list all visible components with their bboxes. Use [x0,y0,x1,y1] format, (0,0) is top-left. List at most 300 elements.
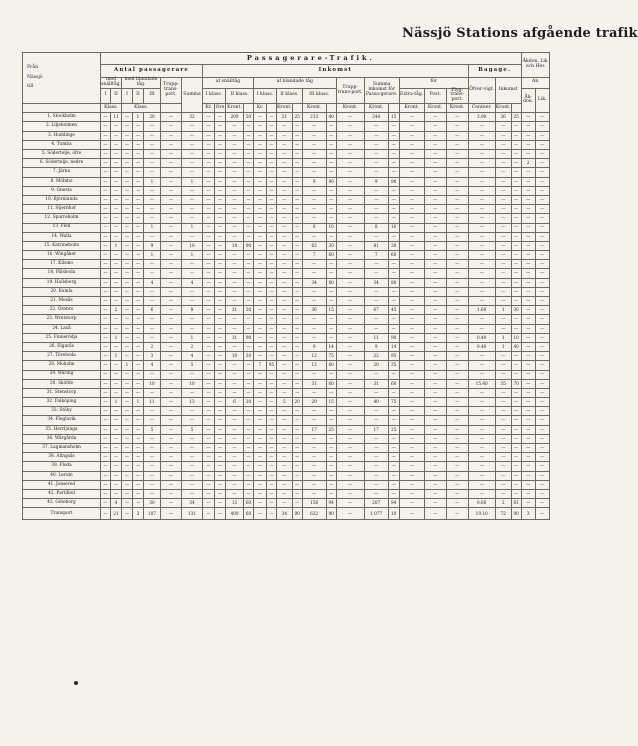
cell-fl: — [446,260,468,269]
cell-si: — [364,444,388,453]
cell-aIIo: — [244,150,254,159]
cell-fl: — [446,434,468,443]
cell-b2: — [133,499,144,508]
cell-aI: — [203,407,215,416]
cell-fl: — [446,352,468,361]
cell-ov: — [468,205,495,214]
table-row [23,379,550,388]
cell-et: — [399,251,424,260]
cell-bIII: — [302,260,326,269]
cell-aIo: — [215,278,226,287]
cell-b1: — [122,324,133,333]
cell-si: — [364,186,388,195]
cell-si: 34 [364,278,388,287]
cell-bII: — [277,462,293,471]
cell-bIo: — [267,398,277,407]
cell-s1: — [101,186,111,195]
cell-aII: — [226,214,244,223]
cell-s2: — [111,214,122,223]
station-name: 25. Finnerödja [23,333,101,342]
cell-bio: 25 [511,113,521,122]
cell-aI: — [203,453,215,462]
cell-aII: 209 [226,113,244,122]
cell-fl: — [446,278,468,287]
cell-bIIIo: — [326,122,336,131]
cell-fl: — [446,471,468,480]
cell-aII: — [226,232,244,241]
cell-b3: — [144,260,161,269]
cell-bIII: 31 [302,379,326,388]
cell-s1: — [101,315,111,324]
cell-sum: 34 [182,499,203,508]
station-name: 10. Björnlunda [23,195,101,204]
cell-sum: — [182,131,203,140]
cell-tr: — [161,241,182,250]
cell-b2: — [133,370,144,379]
cell-tt: — [336,241,364,250]
cell-bIIIo: 15 [326,398,336,407]
cell-bIo: — [267,223,277,232]
cell-b2: — [133,214,144,223]
cell-bio: — [511,269,521,278]
cell-bI: — [254,306,267,315]
cell-s1: — [101,214,111,223]
cell-ak: — [521,214,535,223]
cell-s2: — [111,342,122,351]
cell-tt: — [336,462,364,471]
cell-b2: — [133,379,144,388]
cell-bII: — [277,214,293,223]
cell-ov: — [468,444,495,453]
cell-ak: — [521,241,535,250]
cell-li: — [535,297,549,306]
cell-bi: — [495,232,511,241]
cell-si: 207 [364,499,388,508]
cell-bI: — [254,232,267,241]
cell-sio: — [388,388,399,397]
cell-si: — [364,471,388,480]
cell-bIII: — [302,489,326,498]
cell-bIIIo: — [326,453,336,462]
cell-ak: — [521,342,535,351]
cell-aIo: — [215,205,226,214]
cell-bII: — [277,324,293,333]
cell-aI: — [203,398,215,407]
cell-b1: — [122,398,133,407]
cell-et: — [399,508,424,520]
cell-bio: 30 [511,306,521,315]
cell-bI: 7 [254,361,267,370]
cell-bII: 5 [277,398,293,407]
cell-aIo: — [215,177,226,186]
cell-sio: — [388,269,399,278]
cell-s2: — [111,388,122,397]
cell-bIII: — [302,471,326,480]
cell-fl: — [446,416,468,425]
cell-li: — [535,398,549,407]
table-row [23,223,550,232]
cell-bio: — [511,398,521,407]
cell-s2: — [111,232,122,241]
cell-sio: 75 [388,398,399,407]
cell-po: — [424,416,446,425]
cell-bi: — [495,297,511,306]
cell-aIo: — [215,306,226,315]
cell-s2: 1 [111,333,122,342]
cell-bi: — [495,352,511,361]
cell-s2: — [111,407,122,416]
cell-bI: — [254,453,267,462]
income-header: Inkomst [203,65,469,78]
cell-aII: — [226,177,244,186]
cell-b1: — [122,131,133,140]
cell-b2: — [133,159,144,168]
cell-sio: 60 [388,251,399,260]
cell-bIIo: — [292,342,302,351]
cell-po: — [424,425,446,434]
cell-fl: — [446,113,468,122]
cell-bII: — [277,370,293,379]
cell-aI: — [203,361,215,370]
station-name: 8. Mölnbo [23,177,101,186]
cell-et: — [399,499,424,508]
cell-s2: — [111,480,122,489]
cell-et: — [399,297,424,306]
cell-bIII: 36 [302,306,326,315]
station-name: 5. Södertelje, öfre [23,150,101,159]
cell-tt: — [336,223,364,232]
cell-bIII: 62 [302,241,326,250]
cell-bIII: — [302,315,326,324]
cell-sio: 90 [388,177,399,186]
cell-bII: — [277,241,293,250]
cell-bio: — [511,168,521,177]
cell-sum: — [182,480,203,489]
cell-tr: — [161,223,182,232]
cell-ov: — [468,195,495,204]
cell-si: — [364,315,388,324]
cell-tr: — [161,489,182,498]
cell-aI: — [203,379,215,388]
cell-tr: — [161,471,182,480]
cell-bIII: 9 [302,177,326,186]
cell-aIo: — [215,324,226,333]
cell-bI: — [254,333,267,342]
cell-sum: — [182,269,203,278]
cell-bIo: — [267,342,277,351]
cell-tt: — [336,150,364,159]
table-row [23,333,550,342]
cell-b1: — [122,269,133,278]
cell-b1: — [122,462,133,471]
cell-et: — [399,113,424,122]
table-row [23,168,550,177]
cell-s2: — [111,434,122,443]
cell-bIIo: — [292,462,302,471]
cell-po: — [424,352,446,361]
cell-po: — [424,223,446,232]
cell-aII: — [226,260,244,269]
cell-fl: — [446,489,468,498]
cell-bIII: 7 [302,251,326,260]
cell-s1: — [101,352,111,361]
cell-b2: 1 [133,398,144,407]
cell-et: — [399,480,424,489]
cell-aI: — [203,462,215,471]
cell-aIIo: — [244,223,254,232]
cell-sio: 35 [388,361,399,370]
table-row [23,425,550,434]
cell-b2: — [133,150,144,159]
cell-bIIIo: — [326,471,336,480]
cell-bio: — [511,150,521,159]
cell-si: — [364,388,388,397]
cell-tr: — [161,352,182,361]
cell-bI: — [254,480,267,489]
table-row [23,232,550,241]
table-row [23,297,550,306]
cell-bII: — [277,186,293,195]
cell-aII: — [226,251,244,260]
cell-bio: — [511,425,521,434]
cell-tt: — [336,205,364,214]
cell-s2: — [111,195,122,204]
cell-li: — [535,140,549,149]
cell-bio: — [511,324,521,333]
cell-bi: — [495,361,511,370]
cell-aII: — [226,205,244,214]
cell-aII: — [226,416,244,425]
cell-aIo: — [215,241,226,250]
cell-b2: — [133,269,144,278]
cell-ov: — [468,361,495,370]
cell-bII: — [277,251,293,260]
cell-li: — [535,388,549,397]
cell-bII: — [277,205,293,214]
income-mixed-class-1: I klass. [254,88,277,103]
cell-aI: — [203,260,215,269]
cell-b3: — [144,214,161,223]
station-name: 4. Tumba [23,140,101,149]
unit-kr: Kr. [203,104,215,113]
station-name: 41. Jonsered [23,480,101,489]
cell-bIo: — [267,425,277,434]
income-express-class-1: I klass. [203,88,226,103]
table-row [23,159,550,168]
cell-b2: — [133,241,144,250]
cell-aII: 11 [226,333,244,342]
cell-ov: 1.60 [468,306,495,315]
cell-bIo: — [267,434,277,443]
cell-et: — [399,241,424,250]
cell-bIo: — [267,140,277,149]
cell-ak: — [521,444,535,453]
cell-bII: 34 [277,508,293,520]
cell-po: — [424,306,446,315]
cell-si: — [364,287,388,296]
cell-b3: — [144,140,161,149]
station-name: 40. Lerum [23,471,101,480]
cell-et: — [399,223,424,232]
cell-aIo: — [215,471,226,480]
cell-aIo: — [215,122,226,131]
cell-s1: — [101,379,111,388]
cell-sio: — [388,315,399,324]
unit-kront: Kront. [399,104,424,113]
cell-sio: — [388,214,399,223]
cell-sum: — [182,453,203,462]
station-name: 34. Floglavik [23,416,101,425]
cell-tr: — [161,398,182,407]
cell-s1: — [101,232,111,241]
cell-sio: — [388,131,399,140]
cell-aII: 6 [226,398,244,407]
cell-bIo: — [267,471,277,480]
cell-s2: 1 [111,352,122,361]
cell-bIIo: — [292,131,302,140]
cell-bio: — [511,186,521,195]
cell-bI: — [254,398,267,407]
cell-aII: 18 [226,241,244,250]
cell-s1: — [101,434,111,443]
cell-aIIo: — [244,489,254,498]
cell-li: — [535,462,549,471]
cell-s2: 11 [111,113,122,122]
cell-aIIo: — [244,131,254,140]
cell-s1: — [101,407,111,416]
cell-s1: — [101,342,111,351]
cell-tr: — [161,131,182,140]
cell-b3: — [144,388,161,397]
cell-bio: — [511,453,521,462]
cell-ov: — [468,425,495,434]
cell-aII: — [226,480,244,489]
cell-bi: — [495,388,511,397]
cell-ak: — [521,462,535,471]
cell-bIII: — [302,140,326,149]
cell-li: — [535,260,549,269]
cell-bII: — [277,278,293,287]
cell-tt: — [336,131,364,140]
table-row [23,251,550,260]
cell-sum: 5 [182,425,203,434]
cell-aIIo: — [244,342,254,351]
cell-et: — [399,287,424,296]
cell-bIIo: — [292,315,302,324]
cell-bIIIo: — [326,315,336,324]
cell-tt: — [336,315,364,324]
cell-b1: — [122,195,133,204]
cell-tt: — [336,214,364,223]
cell-bIII: — [302,407,326,416]
cell-bIo: — [267,297,277,306]
cell-po: — [424,251,446,260]
cell-aII: — [226,425,244,434]
cell-bII: — [277,361,293,370]
cell-bi: — [495,480,511,489]
cell-bI: — [254,407,267,416]
cell-tr: — [161,186,182,195]
cell-sio: — [388,150,399,159]
cell-s1: — [101,269,111,278]
cell-bIII: 12 [302,352,326,361]
cell-ov: — [468,122,495,131]
cell-b2: — [133,324,144,333]
cell-bio: — [511,241,521,250]
express-train-header: med snälltåg. [101,77,121,87]
cell-fl: — [446,508,468,520]
cell-ak: — [521,278,535,287]
cell-sio: 15 [388,113,399,122]
cell-b2: — [133,260,144,269]
cell-ov: — [468,462,495,471]
cell-bII: — [277,342,293,351]
cell-sum: — [182,214,203,223]
cell-aI: — [203,223,215,232]
cell-ov: 3.90 [468,113,495,122]
cell-aIo: — [215,195,226,204]
cell-bIo: — [267,251,277,260]
cell-bi: — [495,241,511,250]
cell-et: — [399,140,424,149]
cell-bIIIo: 60 [326,251,336,260]
cell-et: — [399,122,424,131]
cell-bI: — [254,499,267,508]
cell-sum: 32 [182,113,203,122]
station-name: 29. Wäring [23,370,101,379]
cell-tt: — [336,195,364,204]
cell-s1: — [101,499,111,508]
cell-tt: — [336,379,364,388]
cell-po: — [424,388,446,397]
cell-si: — [364,122,388,131]
cell-aIo: — [215,333,226,342]
cell-aIIo: — [244,159,254,168]
cell-sio: 10 [388,223,399,232]
cell-fl: — [446,177,468,186]
cell-b1: — [122,122,133,131]
cell-bio: — [511,278,521,287]
cell-bIII: — [302,214,326,223]
cell-et: — [399,315,424,324]
cell-b3: — [144,453,161,462]
cell-s1: — [101,168,111,177]
cell-fl: — [446,306,468,315]
cell-bIo: — [267,306,277,315]
cell-po: — [424,361,446,370]
cell-et: — [399,342,424,351]
table-row [23,287,550,296]
cell-aIo: — [215,379,226,388]
cell-aII: 31 [226,306,244,315]
cell-bIIIo: — [326,287,336,296]
cell-aIIo: — [244,462,254,471]
cell-bIII: 29 [302,398,326,407]
cell-s2: — [111,444,122,453]
cell-aIIo: — [244,324,254,333]
cell-bIIIo: — [326,434,336,443]
cell-bI: — [254,168,267,177]
cell-sio: 10 [388,508,399,520]
cell-bII: — [277,315,293,324]
cell-bIo: — [267,499,277,508]
cell-b1: — [122,113,133,122]
cell-b1: — [122,508,133,520]
cell-ov: — [468,251,495,260]
cell-bI: — [254,315,267,324]
cell-aIIo: — [244,416,254,425]
cell-bio: — [511,122,521,131]
